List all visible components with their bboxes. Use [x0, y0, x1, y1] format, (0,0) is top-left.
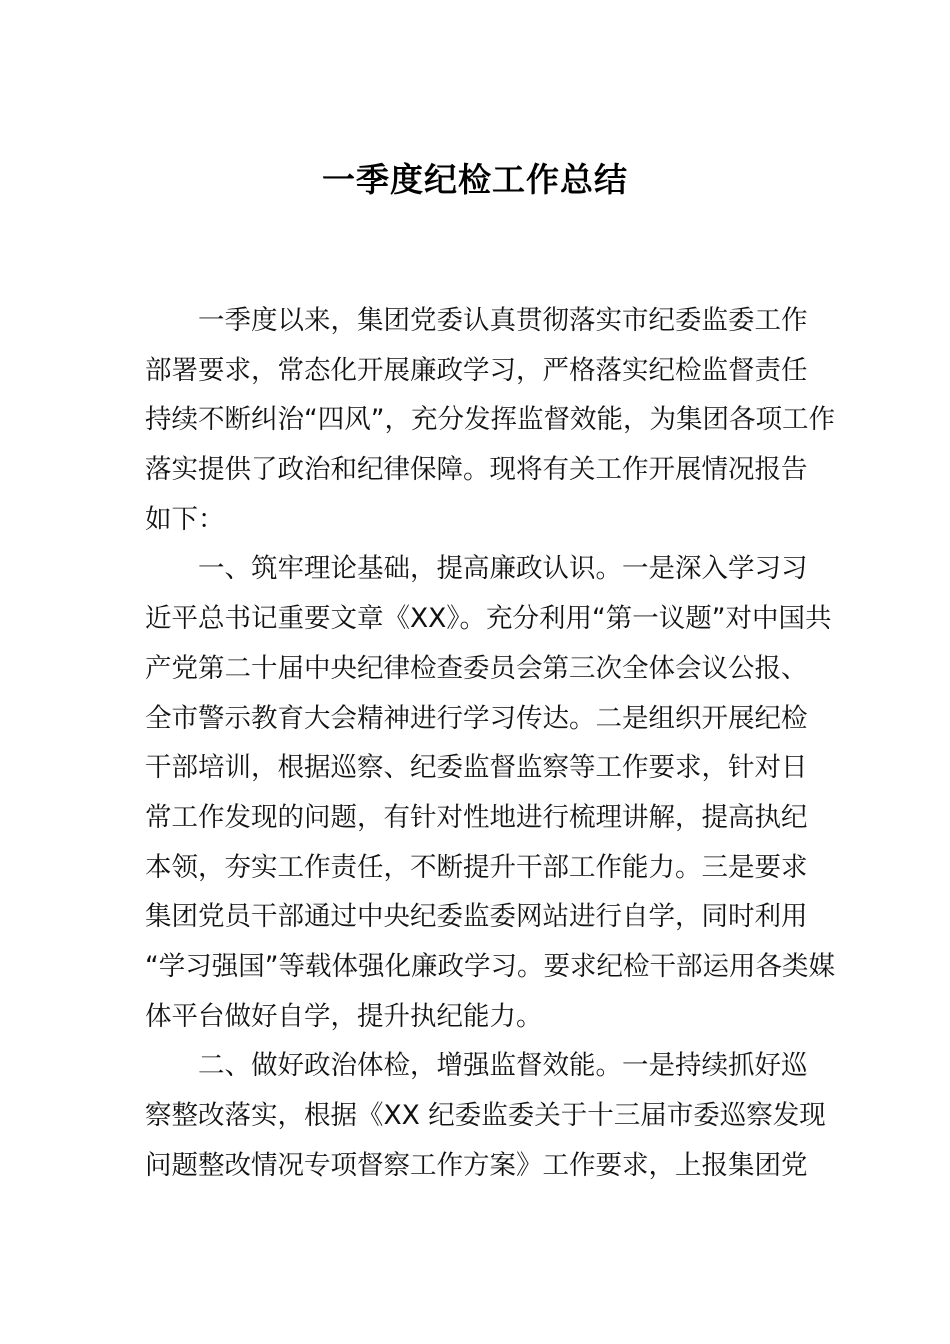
- document-title: 一季度纪检工作总结: [322, 160, 628, 199]
- text-line: 问题整改情况专项督察工作方案》工作要求，上报集团党: [145, 1149, 808, 1181]
- text-line: 部署要求，常态化开展廉政学习，严格落实纪检监督责任: [145, 354, 808, 386]
- paragraph-section-2: [145, 1041, 826, 1190]
- document-body: [145, 296, 835, 1190]
- text-line: 常工作发现的问题，有针对性地进行梳理讲解，提高执纪: [145, 801, 808, 833]
- paragraph-intro: [145, 296, 835, 544]
- text-line: 近平总书记重要文章《XX》。充分利用“第一议题”对中国共: [145, 603, 832, 635]
- section-heading-line: 二、做好政治体检，增强监督效能。一是持续抓好巡: [198, 1050, 808, 1082]
- text-line: 如下：: [145, 503, 225, 535]
- paragraph-section-1: [145, 544, 835, 1041]
- text-line: 全市警示教育大会精神进行学习传达。二是组织开展纪检: [145, 702, 808, 734]
- text-line: 本领，夯实工作责任，不断提升干部工作能力。三是要求: [145, 851, 808, 883]
- text-line: 察整改落实，根据《XX 纪委监委关于十三届市委巡察发现: [145, 1100, 826, 1131]
- text-line: 干部培训，根据巡察、纪委监督监察等工作要求，针对日: [145, 752, 808, 784]
- text-line: 集团党员干部通过中央纪委监委网站进行自学，同时利用: [145, 901, 808, 933]
- text-line: “学习强国”等载体强化廉政学习。要求纪检干部运用各类媒: [145, 950, 835, 982]
- text-line: 持续不断纠治“四风”，充分发挥监督效能，为集团各项工作: [145, 404, 835, 436]
- text-line: 一季度以来，集团党委认真贯彻落实市纪委监委工作: [198, 305, 808, 336]
- section-heading-line: 一、筑牢理论基础，提高廉政认识。一是深入学习习: [198, 553, 808, 585]
- text-line: 落实提供了政治和纪律保障。现将有关工作开展情况报告: [145, 454, 808, 486]
- text-line: 产党第二十届中央纪律检查委员会第三次全体会议公报、: [145, 652, 808, 684]
- text-line: 体平台做好自学，提升执纪能力。: [145, 1000, 543, 1032]
